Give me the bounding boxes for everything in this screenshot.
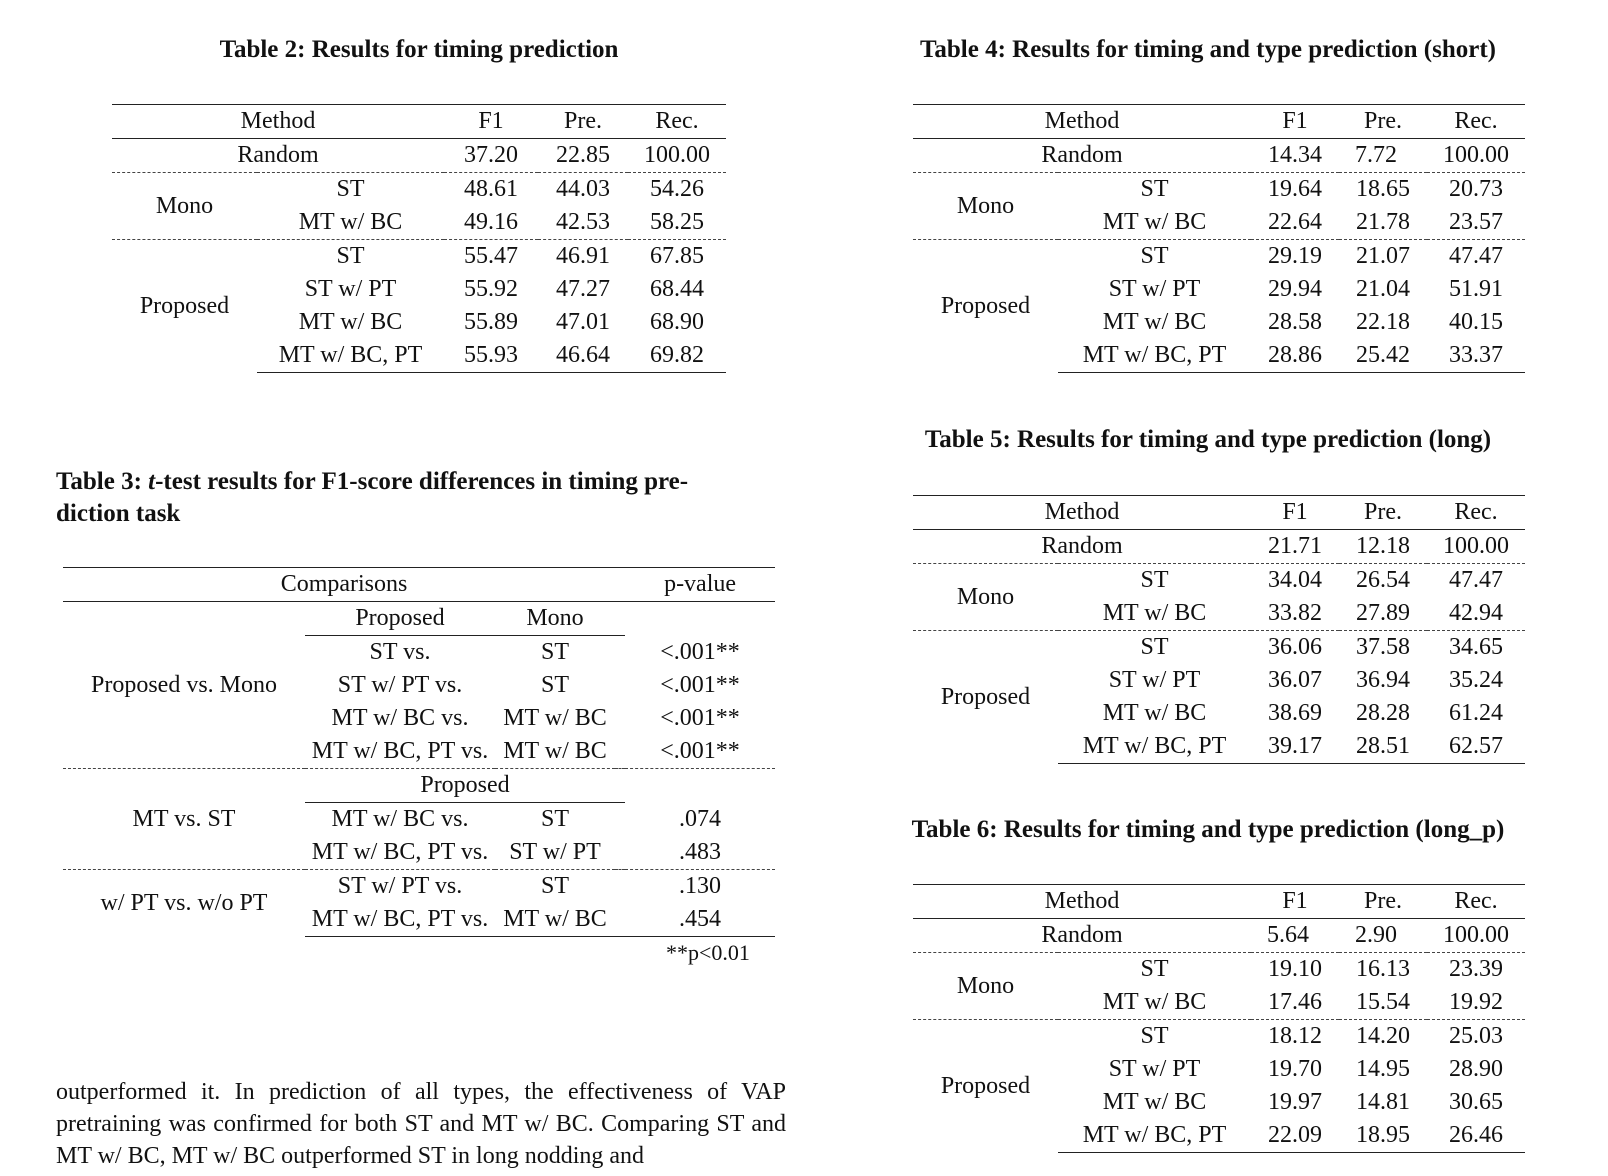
method-cell: ST — [1058, 240, 1251, 274]
group-label-proposed: Proposed — [913, 1020, 1058, 1153]
pre-cell: 21.78 — [1356, 209, 1411, 235]
header-rec: Rec. — [1427, 885, 1525, 919]
method-cell: MT w/ BC — [1102, 309, 1207, 335]
header-pre: Pre. — [1339, 885, 1427, 919]
subheader-mono: Mono — [495, 602, 615, 636]
spacer-cell — [615, 669, 625, 702]
header-pre: Pre. — [538, 105, 628, 139]
rec-cell: 69.82 — [628, 339, 726, 373]
f1-cell: 36.06 — [1251, 631, 1339, 665]
comparison-left: ST vs. — [369, 639, 431, 665]
pre-cell: 25.42 — [1339, 339, 1427, 373]
method-cell: MT w/ BC — [1102, 209, 1207, 235]
rec-cell: 61.24 — [1449, 700, 1504, 726]
rec-cell: 23.57 — [1449, 209, 1504, 235]
spacer-cell — [615, 636, 625, 670]
f1-cell: 22.09 — [1251, 1119, 1339, 1153]
f1-cell: 18.12 — [1251, 1020, 1339, 1054]
pre-cell: 7.72 — [1355, 142, 1398, 168]
table3-caption — [56, 466, 796, 530]
method-cell: MT w/ BC, PT — [257, 339, 444, 373]
f1-cell: 19.64 — [1251, 173, 1339, 207]
pre-cell: 28.28 — [1356, 700, 1411, 726]
table3-caption-prefix: Table 3: — [56, 468, 149, 495]
method-cell: ST — [257, 173, 444, 207]
f1-cell: 19.10 — [1251, 953, 1339, 987]
comparison-left: MT w/ BC, PT vs. — [311, 738, 489, 764]
f1-cell: 48.61 — [444, 173, 538, 207]
table-row-random — [913, 919, 1525, 953]
comparison-right: MT w/ BC — [503, 705, 607, 731]
table2-caption: Table 2: Results for timing prediction — [219, 36, 619, 63]
spacer-cell — [615, 803, 625, 837]
comparison-right: ST — [495, 870, 615, 904]
table3-caption-italic: t — [148, 468, 156, 495]
spacer-cell — [615, 903, 625, 937]
rec-cell: 54.26 — [628, 173, 726, 207]
table-row — [913, 240, 1525, 274]
f1-cell: 17.46 — [1268, 989, 1323, 1015]
rec-cell: 35.24 — [1449, 667, 1504, 693]
f1-cell: 55.92 — [464, 276, 519, 302]
group-label-mono: Mono — [913, 564, 1058, 631]
method-cell: MT w/ BC, PT — [1058, 339, 1251, 373]
rec-cell: 58.25 — [650, 209, 705, 235]
subheader-spacer — [615, 602, 625, 636]
rec-cell: 62.57 — [1427, 730, 1525, 764]
group-label-mono: Mono — [913, 173, 1058, 240]
spacer-cell — [615, 836, 625, 870]
rec-cell: 47.47 — [1427, 564, 1525, 598]
f1-cell: 29.94 — [1268, 276, 1323, 302]
method-cell: ST — [1058, 953, 1251, 987]
pre-cell: 36.94 — [1356, 667, 1411, 693]
method-cell: MT w/ BC, PT — [1058, 730, 1251, 764]
pvalue-cell: .074 — [679, 805, 722, 832]
rec-cell: 100.00 — [1443, 533, 1510, 559]
table3-footnote: **p<0.01 — [666, 940, 750, 965]
rec-cell: 47.47 — [1427, 240, 1525, 274]
table6-caption: Table 6: Results for timing and type prediction (long_p) — [911, 816, 1505, 843]
pre-cell: 47.01 — [556, 309, 611, 335]
rec-cell: 68.44 — [650, 276, 705, 302]
pre-cell: 46.64 — [538, 339, 628, 373]
spacer-cell — [615, 870, 625, 904]
comparison-right: ST — [540, 806, 569, 832]
rec-cell: 67.85 — [628, 240, 726, 274]
comparison-right: MT w/ BC — [495, 903, 615, 937]
pre-cell: 27.89 — [1356, 600, 1411, 626]
table4 — [913, 104, 1525, 373]
pre-cell: 16.13 — [1339, 953, 1427, 987]
group-label-mono: Mono — [913, 953, 1058, 1020]
header-rec: Rec. — [1427, 105, 1525, 139]
group-label-mono: Mono — [112, 173, 257, 240]
group-label-mt-vs-st: MT vs. ST — [63, 769, 305, 870]
spacer-cell — [615, 735, 625, 769]
table5 — [913, 495, 1525, 764]
header-comparisons: Comparisons — [63, 568, 625, 602]
method-cell: ST w/ PT — [1108, 667, 1201, 693]
f1-cell: 49.16 — [464, 209, 519, 235]
pre-cell: 22.85 — [556, 142, 611, 168]
header-f1: F1 — [1251, 105, 1339, 139]
pvalue-cell: <.001** — [660, 738, 740, 764]
method-cell: MT w/ BC — [1102, 700, 1207, 726]
f1-cell: 55.47 — [444, 240, 538, 274]
f1-cell: 55.89 — [464, 309, 519, 335]
header-pre: Pre. — [1339, 496, 1427, 530]
rec-cell: 100.00 — [1443, 142, 1510, 168]
comparison-left: MT w/ BC vs. — [331, 806, 469, 832]
header-method: Method — [913, 885, 1251, 919]
table-row — [913, 953, 1525, 987]
f1-cell: 5.64 — [1267, 922, 1310, 948]
spacer-cell — [615, 702, 625, 735]
header-pvalue: p-value — [625, 568, 775, 602]
f1-cell: 55.93 — [444, 339, 538, 373]
rec-cell: 19.92 — [1449, 989, 1504, 1015]
table-header-row — [913, 885, 1525, 919]
comparison-right: ST w/ PT — [509, 839, 601, 865]
method-cell: Random — [1041, 533, 1123, 559]
f1-cell: 22.64 — [1268, 209, 1323, 235]
header-method: Method — [913, 105, 1251, 139]
pre-cell: 21.07 — [1339, 240, 1427, 274]
header-rec: Rec. — [1427, 496, 1525, 530]
table-row-random — [112, 139, 726, 173]
rec-cell: 28.90 — [1449, 1056, 1504, 1082]
table-row-random — [913, 530, 1525, 564]
f1-cell: 34.04 — [1251, 564, 1339, 598]
header-rec: Rec. — [628, 105, 726, 139]
method-cell: Random — [1041, 922, 1123, 948]
group-label-proposed: Proposed — [112, 240, 257, 373]
pre-cell: 21.04 — [1356, 276, 1411, 302]
header-f1: F1 — [1251, 885, 1339, 919]
table4-caption: Table 4: Results for timing and type prediction (short) — [920, 36, 1496, 63]
pre-cell: 42.53 — [556, 209, 611, 235]
pvalue-cell: .454 — [625, 903, 775, 937]
f1-cell: 38.69 — [1268, 700, 1323, 726]
method-cell: Random — [1041, 142, 1123, 168]
f1-cell: 21.71 — [1268, 533, 1323, 559]
header-pre: Pre. — [1339, 105, 1427, 139]
method-cell: ST w/ PT — [1108, 276, 1201, 302]
comparison-right: ST — [540, 639, 569, 665]
pre-cell: 44.03 — [538, 173, 628, 207]
f1-cell: 37.20 — [464, 142, 519, 168]
method-cell: ST — [1058, 173, 1251, 207]
method-cell: ST w/ PT — [1108, 1056, 1201, 1082]
group-label-proposed: Proposed — [913, 631, 1058, 764]
comparison-left: ST w/ PT vs. — [305, 870, 495, 904]
table-row — [112, 173, 726, 207]
method-cell: MT w/ BC — [1102, 1089, 1207, 1115]
table3-caption-line2: diction task — [56, 500, 181, 527]
table-header-row — [913, 496, 1525, 530]
table-header-row — [112, 105, 726, 139]
f1-cell: 14.34 — [1268, 142, 1323, 168]
header-method: Method — [112, 105, 444, 139]
pre-cell: 28.51 — [1339, 730, 1427, 764]
rec-cell: 68.90 — [650, 309, 705, 335]
pvalue-cell: .130 — [625, 870, 775, 904]
table-row-random — [913, 139, 1525, 173]
subheader-proposed: Proposed — [305, 769, 625, 803]
f1-cell: 33.82 — [1268, 600, 1323, 626]
rec-cell: 33.37 — [1427, 339, 1525, 373]
rec-cell: 34.65 — [1427, 631, 1525, 665]
f1-cell: 29.19 — [1251, 240, 1339, 274]
pre-cell: 12.18 — [1356, 533, 1411, 559]
subheader-proposed: Proposed — [305, 602, 495, 636]
f1-cell: 19.97 — [1268, 1089, 1323, 1115]
rec-cell: 100.00 — [644, 142, 711, 168]
pre-cell: 47.27 — [556, 276, 611, 302]
pvalue-cell: <.001** — [660, 672, 740, 698]
method-cell: ST w/ PT — [304, 276, 397, 302]
comparison-left: MT w/ BC, PT vs. — [305, 903, 495, 937]
header-f1: F1 — [1251, 496, 1339, 530]
method-cell: ST — [1058, 631, 1251, 665]
pre-cell: 14.95 — [1356, 1056, 1411, 1082]
pre-cell: 37.58 — [1339, 631, 1427, 665]
comparison-left: MT w/ BC, PT vs. — [311, 839, 489, 865]
table-row — [112, 240, 726, 274]
pre-cell: 2.90 — [1355, 922, 1398, 948]
rec-cell: 20.73 — [1427, 173, 1525, 207]
group-label-pt-vs-no-pt: w/ PT vs. w/o PT — [63, 870, 305, 937]
table5-caption: Table 5: Results for timing and type prediction (long) — [924, 426, 1492, 453]
rec-cell: 26.46 — [1427, 1119, 1525, 1153]
rec-cell: 25.03 — [1427, 1020, 1525, 1054]
pre-cell: 18.95 — [1339, 1119, 1427, 1153]
pre-cell: 46.91 — [538, 240, 628, 274]
method-cell: ST — [1058, 1020, 1251, 1054]
method-cell: ST — [1058, 564, 1251, 598]
table-subheader-row — [63, 769, 775, 803]
pvalue-cell — [625, 602, 775, 636]
method-cell: MT w/ BC — [298, 309, 403, 335]
pre-cell: 18.65 — [1339, 173, 1427, 207]
pre-cell: 26.54 — [1339, 564, 1427, 598]
table-header-row — [63, 568, 775, 602]
rec-cell: 100.00 — [1443, 922, 1510, 948]
pvalue-cell — [625, 769, 775, 803]
f1-cell: 28.86 — [1251, 339, 1339, 373]
body-paragraph: outperformed it. In prediction of all types, the effectiveness of VAP pretraining was confirmed for both ST and MT w/ BC. Comparing ST and MT w/ BC, MT w/ BC outperformed ST in long nodding and — [56, 1079, 786, 1169]
method-cell: MT w/ BC — [1102, 600, 1207, 626]
table2 — [112, 104, 726, 373]
f1-cell: 19.70 — [1268, 1056, 1323, 1082]
table3-caption-line1: -test results for F1-score differences in timing pre- — [155, 468, 689, 495]
method-cell: ST — [257, 240, 444, 274]
method-cell: MT w/ BC, PT — [1058, 1119, 1251, 1153]
comparison-right: ST — [540, 672, 569, 698]
method-cell: MT w/ BC — [1102, 989, 1207, 1015]
comparison-left: MT w/ BC vs. — [331, 705, 469, 731]
rec-cell: 23.39 — [1427, 953, 1525, 987]
pre-cell: 15.54 — [1356, 989, 1411, 1015]
pvalue-cell: <.001** — [660, 638, 740, 665]
rec-cell: 42.94 — [1449, 600, 1504, 626]
comparison-left: ST w/ PT vs. — [337, 672, 463, 698]
table-subheader-row — [63, 602, 775, 636]
f1-cell: 36.07 — [1268, 667, 1323, 693]
group-label-proposed-vs-mono: Proposed vs. Mono — [90, 671, 277, 698]
comparison-right: MT w/ BC — [503, 738, 607, 764]
method-cell: MT w/ BC — [298, 209, 403, 235]
group-label-proposed: Proposed — [913, 240, 1058, 373]
method-cell: Random — [237, 142, 319, 168]
rec-cell: 51.91 — [1449, 276, 1504, 302]
header-f1: F1 — [444, 105, 538, 139]
rec-cell: 30.65 — [1449, 1089, 1504, 1115]
header-method: Method — [913, 496, 1251, 530]
table-header-row — [913, 105, 1525, 139]
table-row — [63, 870, 775, 904]
f1-cell: 39.17 — [1251, 730, 1339, 764]
table-row — [913, 173, 1525, 207]
pvalue-cell: .483 — [679, 839, 722, 865]
pre-cell: 22.18 — [1356, 309, 1411, 335]
table-row — [913, 1020, 1525, 1054]
f1-cell: 28.58 — [1268, 309, 1323, 335]
table3 — [63, 567, 775, 937]
table-row — [913, 631, 1525, 665]
pvalue-cell: <.001** — [660, 705, 740, 731]
table6 — [913, 884, 1525, 1153]
pre-cell: 14.20 — [1339, 1020, 1427, 1054]
table-row — [913, 564, 1525, 598]
rec-cell: 40.15 — [1449, 309, 1504, 335]
pre-cell: 14.81 — [1356, 1089, 1411, 1115]
